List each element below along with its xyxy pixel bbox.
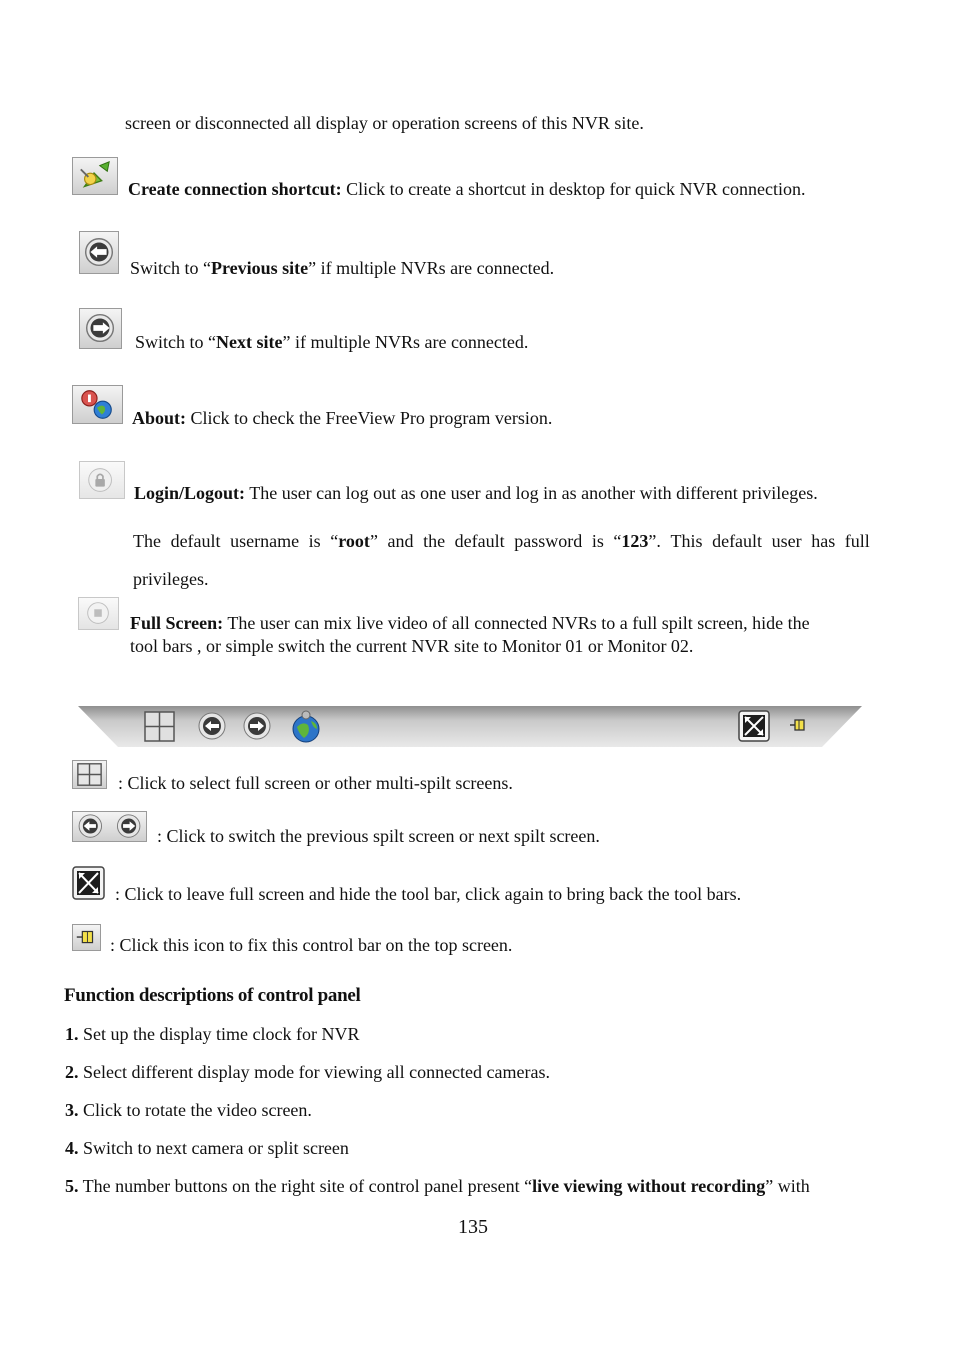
previous-site-post: ” if multiple NVRs are connected.: [308, 258, 555, 278]
login-default-credentials: [133, 530, 870, 552]
login-credentials-word: default: [712, 531, 763, 551]
list-item-number: 4.: [65, 1138, 79, 1158]
list-item-text: Set up the display time clock for NVR: [78, 1024, 360, 1044]
list-item: [65, 1061, 550, 1083]
create-shortcut-text: Click to create a shortcut in desktop for quick NVR connection.: [341, 179, 806, 199]
multi-split-icon[interactable]: [72, 760, 107, 789]
list-item: [65, 1023, 359, 1045]
list-item-number: 2.: [65, 1062, 79, 1082]
fullscreen-toolbar: [78, 706, 862, 747]
login-text: The user can log out as one user and log in as another with different privileges.: [245, 483, 818, 503]
login-credentials-word: the: [423, 531, 446, 551]
toolbar-pin-icon[interactable]: [789, 716, 807, 734]
next-site-description: [135, 331, 528, 353]
pin-description: : Click this icon to fix this control bar on the top screen.: [110, 935, 513, 955]
previous-site-icon[interactable]: [79, 231, 119, 274]
toolbar-next-split-icon[interactable]: [242, 711, 272, 741]
login-credentials-word: password: [514, 531, 583, 551]
full-screen-text: The user can mix live video of all connected NVRs to a full spilt screen, hide the: [223, 613, 810, 633]
list-item-number: 5.: [65, 1176, 79, 1196]
multi-split-description: [118, 772, 513, 794]
toolbar-multi-split-icon[interactable]: [144, 711, 175, 742]
list-item: [65, 1175, 810, 1197]
multi-split-text: : Click to select full screen or other multi-spilt screens.: [118, 773, 513, 793]
login-credentials-word: and: [387, 531, 414, 551]
list-item-text: Click to rotate the video screen.: [78, 1100, 312, 1120]
previous-site-pre: Switch to “: [130, 258, 211, 278]
previous-site-description: [130, 257, 554, 279]
login-credentials-word: user: [771, 531, 802, 551]
list-item-post: ” with: [765, 1176, 810, 1196]
login-description: [134, 482, 818, 504]
list-item-number: 3.: [65, 1100, 79, 1120]
previous-site-bold: Previous site: [211, 258, 309, 278]
list-item-text: The number buttons on the right site of control panel present “: [78, 1176, 533, 1196]
list-item-number: 1.: [65, 1024, 79, 1044]
about-icon[interactable]: [72, 385, 123, 424]
login-credentials-word: username: [230, 531, 300, 551]
toolbar-leave-full-screen-icon[interactable]: [738, 710, 770, 742]
login-credentials-word: default: [454, 531, 505, 551]
full-screen-description: [130, 612, 810, 634]
next-site-pre: Switch to “: [135, 332, 216, 352]
toolbar-globe-icon[interactable]: [289, 709, 323, 745]
create-shortcut-label: Create connection shortcut:: [128, 179, 342, 199]
create-shortcut-icon[interactable]: [72, 157, 118, 195]
login-credentials-word: is: [308, 531, 321, 551]
list-item-text: Select different display mode for viewing all connected cameras.: [78, 1062, 550, 1082]
about-text: Click to check the FreeView Pro program version.: [186, 408, 553, 428]
full-screen-line2: tool bars , or simple switch the current NVR site to Monitor 01 or Monitor 02.: [130, 636, 694, 656]
list-item-text: Switch to next camera or split screen: [78, 1138, 349, 1158]
full-screen-icon[interactable]: [78, 597, 119, 630]
next-site-bold: Next site: [216, 332, 283, 352]
toolbar-previous-split-icon[interactable]: [197, 711, 227, 741]
login-credentials-word: is: [591, 531, 604, 551]
login-credentials-word: “123”.: [613, 531, 661, 551]
next-site-post: ” if multiple NVRs are connected.: [282, 332, 529, 352]
list-item: [65, 1099, 312, 1121]
full-screen-label: Full Screen:: [130, 613, 224, 633]
leave-full-screen-description: : Click to leave full screen and hide the tool bar, click again to bring back the tool bars.: [115, 884, 742, 904]
list-item: [65, 1137, 349, 1159]
login-credentials-word: “root”: [330, 531, 378, 551]
section-heading: Function descriptions of control panel: [64, 985, 361, 1006]
prev-next-split-icons[interactable]: [72, 811, 147, 842]
intro-text: screen or disconnected all display or operation screens of this NVR site.: [125, 113, 644, 133]
lock-icon[interactable]: [79, 461, 125, 499]
pin-icon[interactable]: [72, 924, 101, 951]
prev-next-description: : Click to switch the previous spilt screen or next spilt screen.: [157, 826, 600, 846]
login-credentials-word: full: [844, 531, 870, 551]
login-credentials-word: This: [670, 531, 703, 551]
login-credentials-word: default: [170, 531, 221, 551]
create-shortcut-description: [128, 178, 806, 200]
about-description: [132, 407, 552, 429]
about-label: About:: [132, 408, 187, 428]
leave-full-screen-icon[interactable]: [72, 866, 105, 900]
login-credentials-word: has: [811, 531, 836, 551]
list-item-bold: live viewing without recording: [532, 1176, 766, 1196]
login-credentials-word: The: [133, 531, 161, 551]
page-number: 135: [458, 1216, 488, 1238]
login-line3: privileges.: [133, 569, 209, 589]
next-site-icon[interactable]: [79, 308, 122, 349]
login-label: Login/Logout:: [134, 483, 246, 503]
